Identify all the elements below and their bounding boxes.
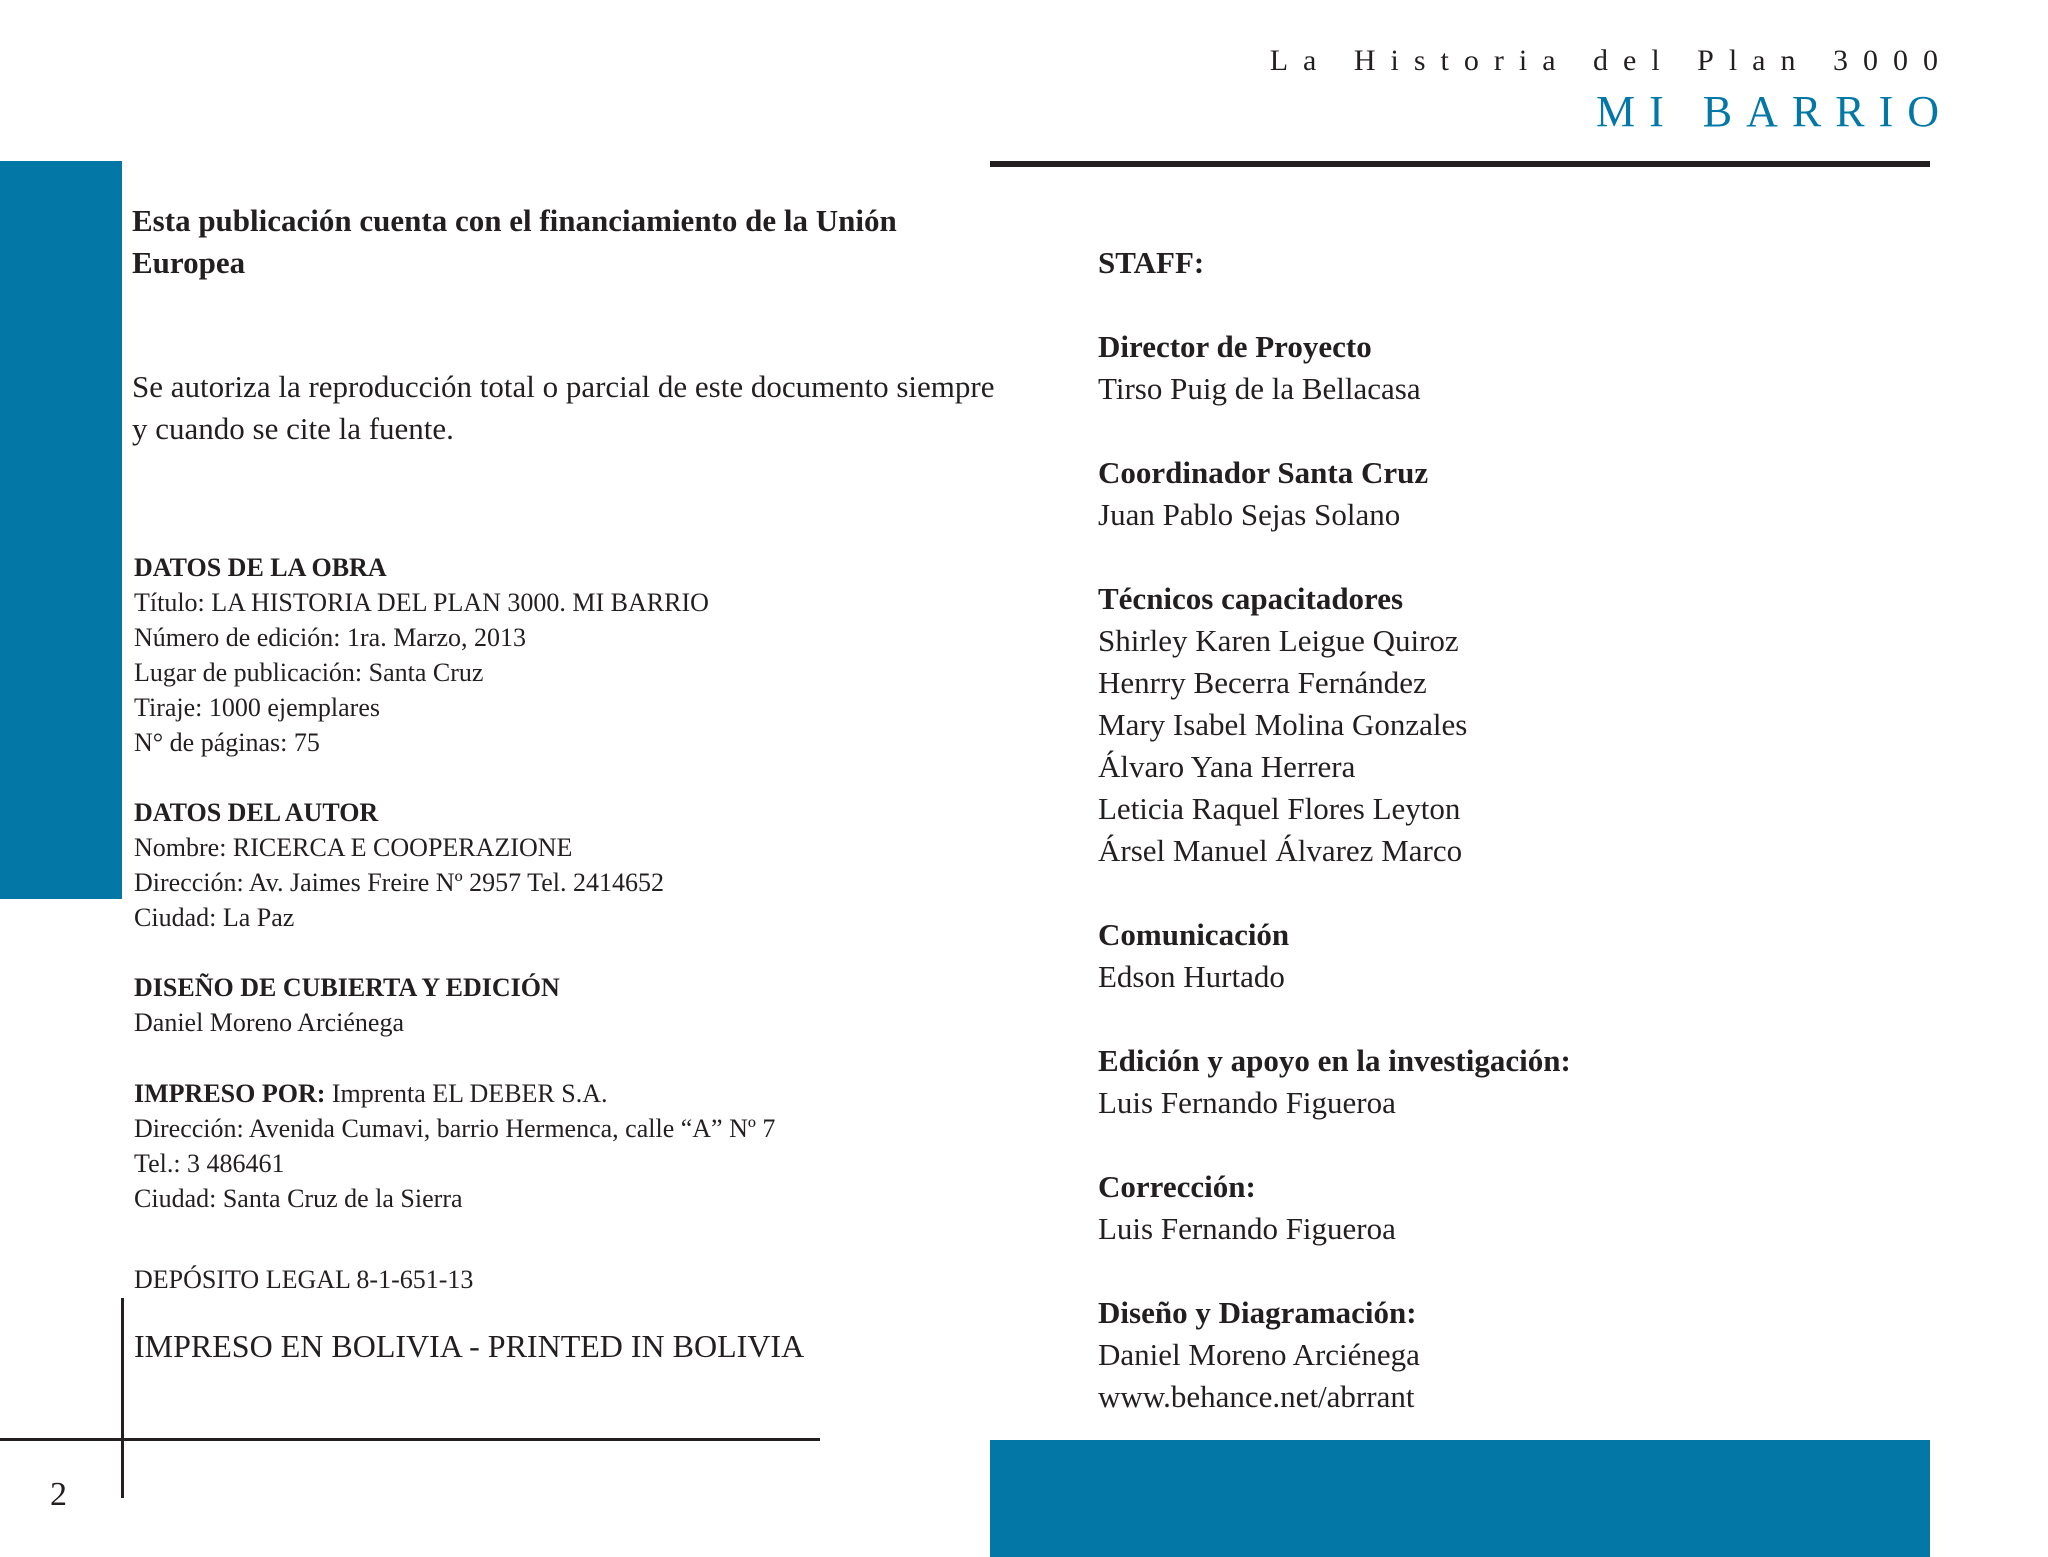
datos-autor-line: Nombre: RICERCA E COOPERAZIONE	[134, 833, 573, 862]
authorization-statement: Se autoriza la reproducción total o parcial de este documento siempre y cuando se cite la fuente.	[132, 369, 995, 446]
staff-name: Daniel Moreno Arciénega	[1098, 1337, 1420, 1372]
staff-name: Henrry Becerra Fernández	[1098, 665, 1427, 700]
staff-name: Álvaro Yana Herrera	[1098, 749, 1356, 784]
impreso-line: Dirección: Avenida Cumavi, barrio Hermenca, calle “A” Nº 7	[134, 1114, 776, 1143]
staff-name: Luis Fernando Figueroa	[1098, 1085, 1396, 1120]
datos-autor-line: Dirección: Av. Jaimes Freire Nº 2957 Tel. 2414652	[134, 868, 664, 897]
header-subtitle: La Historia del Plan 3000	[1269, 44, 1953, 77]
header-title: MI BARRIO	[1595, 87, 1953, 136]
page-number: 2	[50, 1476, 67, 1513]
impreso-line: Tel.: 3 486461	[134, 1149, 285, 1178]
staff-name: Shirley Karen Leigue Quiroz	[1098, 623, 1459, 658]
crop-mark-horizontal	[0, 1438, 820, 1441]
datos-obra-line: Título: LA HISTORIA DEL PLAN 3000. MI BARRIO	[134, 588, 709, 617]
diseno-line: Daniel Moreno Arciénega	[134, 1008, 405, 1037]
staff-name: Juan Pablo Sejas Solano	[1098, 497, 1401, 532]
datos-obra-line: Tiraje: 1000 ejemplares	[134, 693, 380, 722]
diseno-heading: DISEÑO DE CUBIERTA Y EDICIÓN	[134, 973, 560, 1002]
staff-name: Edson Hurtado	[1098, 959, 1285, 994]
crop-mark-vertical	[121, 1298, 124, 1498]
printed-in: IMPRESO EN BOLIVIA - PRINTED IN BOLIVIA	[134, 1328, 805, 1364]
staff-role: Diseño y Diagramación:	[1098, 1295, 1417, 1330]
staff-role: Corrección:	[1098, 1169, 1256, 1204]
staff-section	[1098, 326, 1918, 410]
staff-role: Comunicación	[1098, 917, 1290, 952]
staff-section	[1098, 1166, 1918, 1250]
staff-section	[1098, 452, 1918, 536]
impreso-line: Ciudad: Santa Cruz de la Sierra	[134, 1184, 463, 1213]
datos-autor-block	[134, 795, 664, 935]
staff-section	[1098, 1292, 1918, 1418]
staff-website: www.behance.net/abrrant	[1098, 1379, 1415, 1414]
funding-statement: Esta publicación cuenta con el financiamiento de la Unión Europea	[132, 203, 897, 280]
datos-obra-line: Lugar de publicación: Santa Cruz	[134, 658, 484, 687]
impreso-heading: IMPRESO POR:	[134, 1079, 326, 1108]
deposito-legal: DEPÓSITO LEGAL 8-1-651-13	[134, 1265, 474, 1294]
datos-autor-line: Ciudad: La Paz	[134, 903, 295, 932]
impreso-value: Imprenta EL DEBER S.A.	[325, 1079, 608, 1108]
staff-name: Luis Fernando Figueroa	[1098, 1211, 1396, 1246]
staff-name: Ársel Manuel Álvarez Marco	[1098, 833, 1463, 868]
staff-name: Leticia Raquel Flores Leyton	[1098, 791, 1461, 826]
staff-role: Coordinador Santa Cruz	[1098, 455, 1429, 490]
diseno-block	[134, 970, 560, 1040]
staff-role: Edición y apoyo en la investigación:	[1098, 1043, 1571, 1078]
staff-list	[1098, 242, 1918, 1460]
staff-section	[1098, 914, 1918, 998]
header-divider	[990, 161, 1930, 167]
staff-section	[1098, 578, 1918, 872]
staff-section	[1098, 1040, 1918, 1124]
staff-heading: STAFF:	[1098, 245, 1205, 280]
staff-name: Mary Isabel Molina Gonzales	[1098, 707, 1468, 742]
left-accent-band	[0, 161, 122, 899]
datos-autor-heading: DATOS DEL AUTOR	[134, 798, 379, 827]
staff-role: Director de Proyecto	[1098, 329, 1372, 364]
datos-obra-heading: DATOS DE LA OBRA	[134, 553, 387, 582]
impreso-block	[134, 1076, 775, 1216]
staff-name: Tirso Puig de la Bellacasa	[1098, 371, 1421, 406]
datos-obra-block	[134, 550, 709, 760]
datos-obra-line: N° de páginas: 75	[134, 728, 320, 757]
staff-role: Técnicos capacitadores	[1098, 581, 1404, 616]
datos-obra-line: Número de edición: 1ra. Marzo, 2013	[134, 623, 527, 652]
